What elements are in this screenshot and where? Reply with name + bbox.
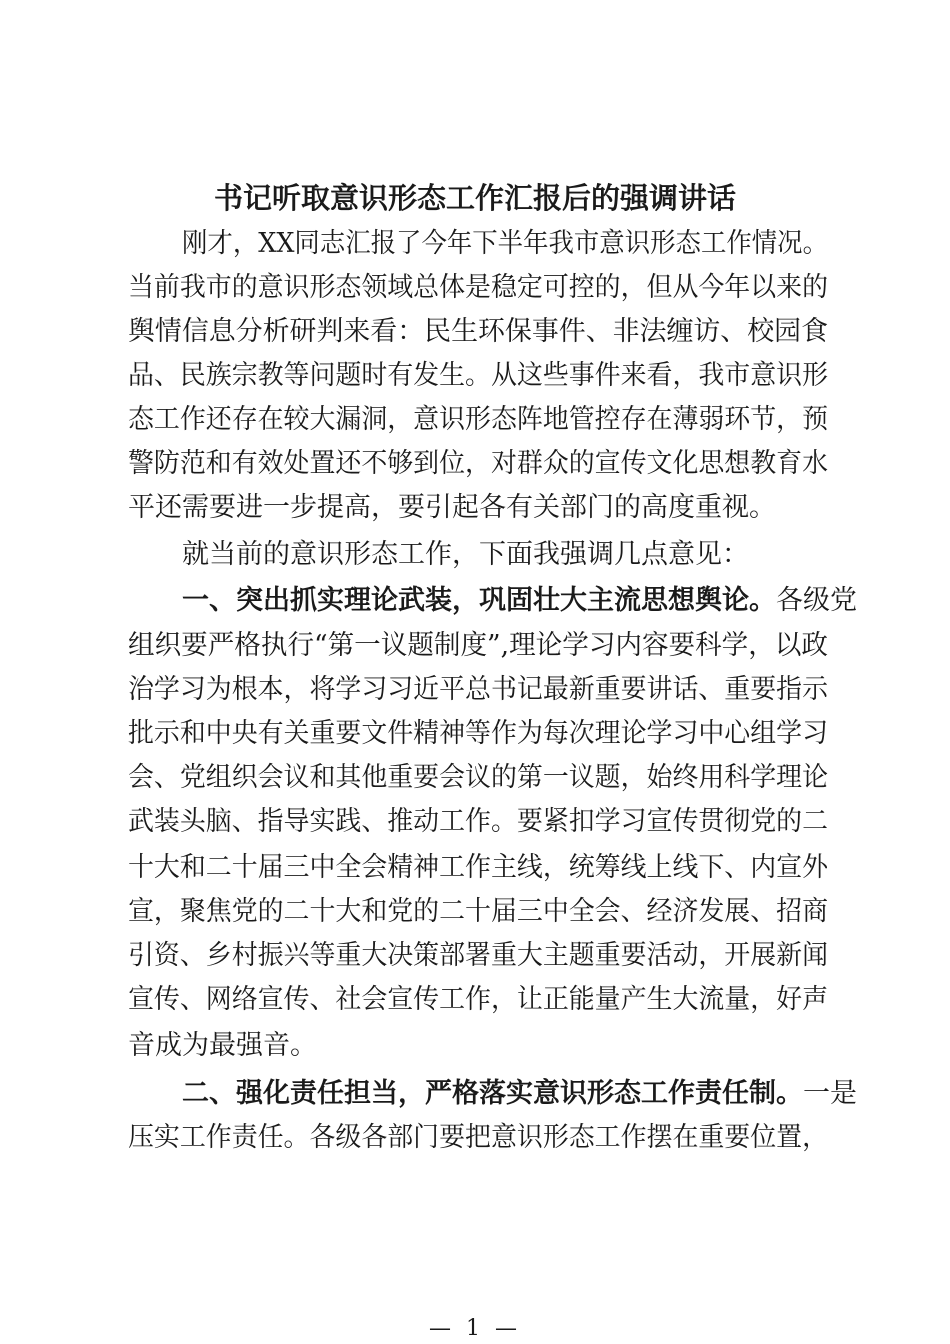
paragraph-line	[128, 222, 828, 266]
section-heading-1: 一、突出抓实理论武装，巩固壮大主流思想舆论。	[182, 585, 776, 616]
section-heading-line	[128, 579, 857, 623]
section-heading-line	[128, 1072, 857, 1116]
paragraph-line	[128, 266, 828, 310]
line-text: 一是	[803, 1078, 857, 1109]
line-text: 会、党组织会议和其他重要会议的第一议题，始终用科学理论	[128, 762, 828, 793]
section-heading-2: 二、强化责任担当，严格落实意识形态工作责任制。	[182, 1078, 803, 1109]
paragraph-line	[128, 890, 828, 934]
line-text: 武装头脑、指导实践、推动工作。要紧扣学习宣传贯彻党的二	[128, 806, 828, 837]
paragraph-line	[128, 354, 828, 398]
line-text: 品、民族宗教等问题时有发生。从这些事件来看，我市意识形	[128, 360, 828, 391]
line-text: 宣传、网络宣传、社会宣传工作，让正能量产生大流量，好声	[128, 984, 828, 1015]
line-text: 各级党	[776, 585, 857, 616]
paragraph-line	[128, 800, 828, 844]
line-text: 平还需要进一步提高，要引起各有关部门的高度重视。	[128, 492, 776, 523]
paragraph-line	[128, 756, 828, 800]
line-text: 警防范和有效处置还不够到位，对群众的宣传文化思想教育水	[128, 448, 828, 479]
paragraph-line	[128, 310, 828, 354]
paragraph-line	[128, 978, 828, 1022]
line-text: 组织要严格执行“第一议题制度”,理论学习内容要科学，以政	[128, 630, 828, 661]
page-title: 书记听取意识形态工作汇报后的强调讲话	[213, 181, 736, 215]
paragraph-line	[128, 486, 828, 530]
paragraph-line	[128, 533, 828, 577]
page-number: — 1 —	[429, 1316, 521, 1341]
line-text: 十大和二十届三中全会精神工作主线，统筹线上线下、内宣外	[128, 852, 828, 883]
paragraph-line	[128, 934, 828, 978]
line-text: 治学习为根本，将学习习近平总书记最新重要讲话、重要指示	[128, 674, 828, 705]
line-text: 刚才，XX同志汇报了今年下半年我市意识形态工作情况。	[182, 228, 828, 259]
line-text: 就当前的意识形态工作，下面我强调几点意见：	[182, 539, 749, 570]
line-text: 引资、乡村振兴等重大决策部署重大主题重要活动，开展新闻	[128, 940, 828, 971]
line-text: 当前我市的意识形态领域总体是稳定可控的，但从今年以来的	[128, 272, 828, 303]
paragraph-line	[128, 1024, 828, 1068]
paragraph-line	[128, 1116, 828, 1160]
paragraph-line	[128, 442, 828, 486]
paragraph-line	[128, 846, 828, 890]
paragraph-line	[128, 712, 828, 756]
line-text: 批示和中央有关重要文件精神等作为每次理论学习中心组学习	[128, 718, 828, 749]
paragraph-line	[128, 624, 828, 668]
paragraph-line	[128, 398, 828, 442]
paragraph-line	[128, 668, 828, 712]
line-text: 音成为最强音。	[128, 1030, 317, 1061]
line-text: 舆情信息分析研判来看：民生环保事件、非法缠访、校园食	[128, 316, 828, 347]
line-text: 压实工作责任。各级各部门要把意识形态工作摆在重要位置，	[128, 1122, 828, 1153]
line-text: 宣，聚焦党的二十大和党的二十届三中全会、经济发展、招商	[128, 896, 828, 927]
line-text: 态工作还存在较大漏洞，意识形态阵地管控存在薄弱环节，预	[128, 404, 828, 435]
